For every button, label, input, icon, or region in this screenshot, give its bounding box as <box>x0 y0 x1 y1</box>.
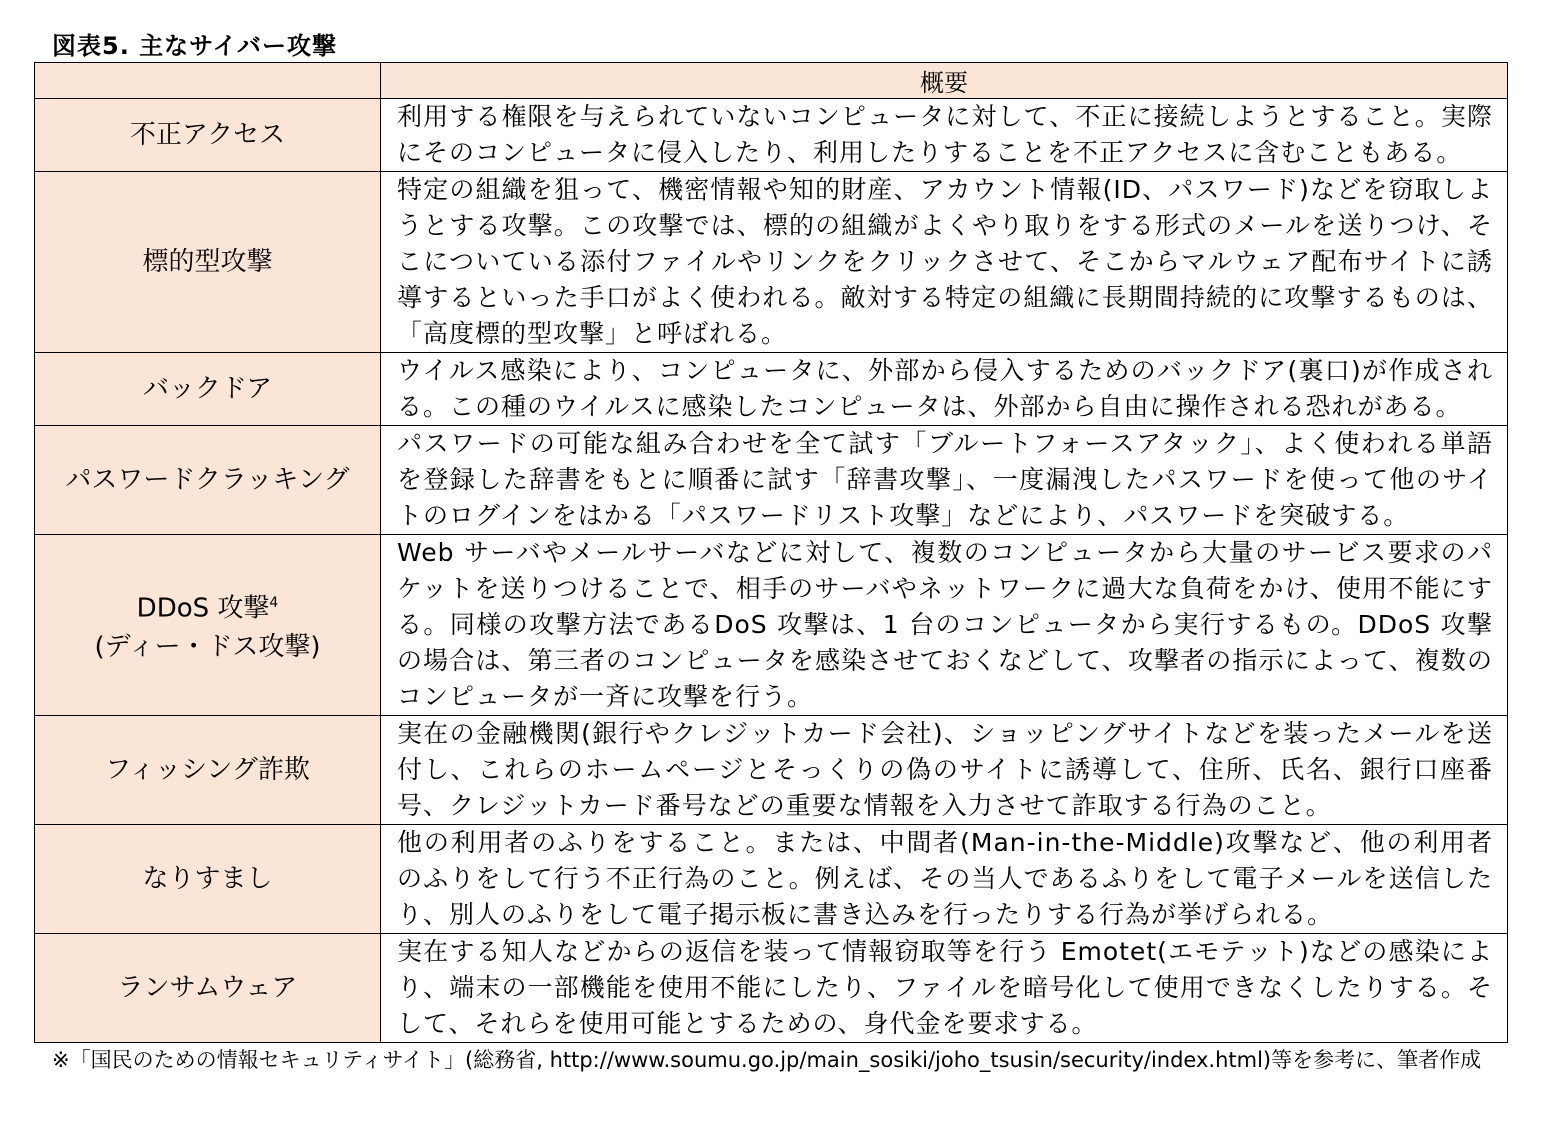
figure-title: 図表5. 主なサイバー攻撃 <box>52 32 338 60</box>
attack-name-cell <box>35 99 381 172</box>
attack-description: 実在する知人などからの返信を装って情報窃取等を行う Emotet(エモテット)などの感染により、端末の一部機能を使用不能にしたり、ファイルを暗号化して使用できなくしたりする。そして、それらを使用可能とするための、身代金を要求する。 <box>381 934 1508 1043</box>
table-row <box>35 353 1508 426</box>
cyber-attack-table <box>34 62 1508 1043</box>
attack-description: パスワードの可能な組み合わせを全て試す「ブルートフォースアタック」、よく使われる単語を登録した辞書をもとに順番に試す「辞書攻撃」、一度漏洩したパスワードを使って他のサイトのログインをはかる「パスワードリスト攻撃」などにより、パスワードを突破する。 <box>381 426 1508 535</box>
table-row <box>35 934 1508 1043</box>
table-header-row <box>35 63 1508 99</box>
attack-name: 不正アクセス <box>129 120 286 150</box>
attack-name-cell <box>35 716 381 825</box>
attack-name: DDoS 攻撃 <box>136 593 270 624</box>
attack-description: 特定の組織を狙って、機密情報や知的財産、アカウント情報(ID、パスワード)などを窃取しようとする攻撃。この攻撃では、標的の組織がよくやり取りをする形式のメールを送りつけ、そこについている添付ファイルやリンクをクリックさせて、そこからマルウェア配布サイトに誘導するといった手口がよく使われる。敵対する特定の組織に長期間持続的に攻撃するものは、「高度標的型攻撃」と呼ばれる。 <box>381 172 1508 353</box>
attack-name: フィッシング詐欺 <box>105 755 310 785</box>
attack-name-reading: (ディー・ドス攻撃) <box>94 631 321 662</box>
attack-name-cell <box>35 535 381 716</box>
attack-name: パスワードクラッキング <box>65 465 350 495</box>
attack-name-cell <box>35 426 381 535</box>
attack-description: Web サーバやメールサーバなどに対して、複数のコンピュータから大量のサービス要求のパケットを送りつけることで、相手のサーバやネットワークに過大な負荷をかけ、使用不能にする。同様の攻撃方法であるDoS 攻撃は、1 台のコンピュータから実行するもの。DDoS 攻撃の場合は、第三者のコンピュータを感染させておくなどして、攻撃者の指示によって、複数のコンピュータが一斉に攻撃を行う。 <box>381 535 1508 716</box>
attack-name: バックドア <box>142 374 273 404</box>
attack-description: 他の利用者のふりをすること。または、中間者(Man-in-the-Middle)攻撃など、他の利用者のふりをして行う不正行為のこと。例えば、その当人であるふりをして電子メールを送信したり、別人のふりをして電子掲示板に書き込みを行ったりする行為が挙げられる。 <box>381 825 1508 934</box>
header-desc-cell: 概要 <box>381 63 1508 99</box>
table-row <box>35 99 1508 172</box>
table-row <box>35 535 1508 716</box>
attack-name: なりすまし <box>142 864 273 894</box>
footnote: ※「国民のための情報セキュリティサイト」(総務省, http://www.soumu.go.jp/main_sosiki/joho_tsusin/security/index.html)等を参考に、筆者作成 <box>52 1048 1482 1072</box>
attack-name-cell <box>35 934 381 1043</box>
footnote-ref: 4 <box>269 595 279 612</box>
table-row <box>35 825 1508 934</box>
attack-description: 実在の金融機関(銀行やクレジットカード会社)、ショッピングサイトなどを装ったメールを送付し、これらのホームページとそっくりの偽のサイトに誘導して、住所、氏名、銀行口座番号、クレジットカード番号などの重要な情報を入力させて詐取する行為のこと。 <box>381 716 1508 825</box>
attack-name-cell <box>35 172 381 353</box>
attack-name: 標的型攻撃 <box>142 247 273 277</box>
header-term-cell <box>35 63 381 99</box>
table-row <box>35 716 1508 825</box>
table-row <box>35 426 1508 535</box>
attack-name-cell <box>35 825 381 934</box>
attack-description: 利用する権限を与えられていないコンピュータに対して、不正に接続しようとすること。実際にそのコンピュータに侵入したり、利用したりすることを不正アクセスに含むこともある。 <box>381 99 1508 172</box>
attack-name: ランサムウェア <box>117 973 298 1003</box>
attack-name-cell <box>35 353 381 426</box>
attack-description: ウイルス感染により、コンピュータに、外部から侵入するためのバックドア(裏口)が作成される。この種のウイルスに感染したコンピュータは、外部から自由に操作される恐れがある。 <box>381 353 1508 426</box>
table-row <box>35 172 1508 353</box>
